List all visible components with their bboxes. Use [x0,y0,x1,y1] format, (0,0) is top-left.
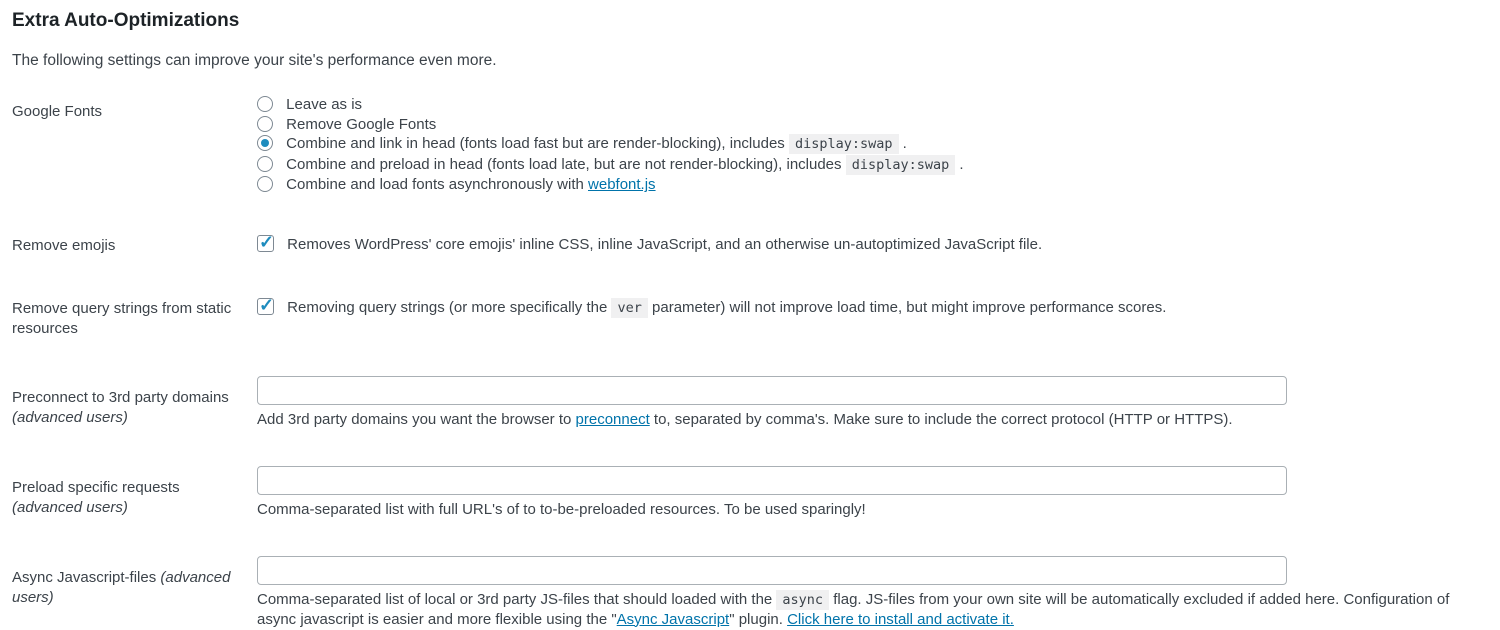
radio-option-label: Combine and link in head (fonts load fast but are render-blocking), includes display:swap . [286,135,907,153]
code-chip: display:swap [846,155,956,175]
settings-table [12,95,1488,630]
preconnect-label: Preconnect to 3rd party domains [12,388,229,406]
radio-option-label: Combine and load fonts asynchronously with webfont.js [286,176,656,194]
code-chip: async [776,590,829,610]
setting-row-remove-emojis [12,235,1488,298]
radio-option-leave-as-is[interactable] [257,95,1488,115]
code-chip: display:swap [789,134,899,154]
setting-row-async-js [12,556,1488,630]
setting-row-preload [12,466,1488,556]
radio-remove-google-fonts[interactable] [257,116,273,132]
radio-option-combine-async-webfont[interactable] [257,175,1488,195]
async-javascript-plugin-link[interactable]: Async Javascript [616,610,730,628]
radio-option-label: Combine and preload in head (fonts load late, but are not render-blocking), includes display:swap . [286,155,964,173]
radio-option-combine-preload-head[interactable] [257,155,1488,176]
radio-option-label: Remove Google Fonts [286,115,437,133]
async-js-label: Async Javascript-files [12,568,157,586]
setting-row-preconnect [12,376,1488,466]
preconnect-label-note: (advanced users) [12,408,128,426]
radio-leave-as-is[interactable] [257,96,273,112]
preload-requests-input[interactable] [257,466,1287,495]
page-title: Extra Auto-Optimizations [12,10,240,31]
preload-label: Preload specific requests [12,478,180,496]
preconnect-domains-input[interactable] [257,376,1287,405]
radio-option-remove-google-fonts[interactable] [257,115,1488,135]
remove-query-strings-checkbox[interactable] [257,298,274,315]
radio-combine-link-head[interactable] [257,135,273,151]
checkbox-option-label: Removing query strings (or more specifically the ver parameter) will not improve load time, but might improve performance scores. [287,299,1167,317]
preload-help-text: Comma-separated list with full URL's of to to-be-preloaded resources. To be used sparingly! [257,500,866,518]
remove-emojis-label: Remove emojis [12,236,116,254]
async-js-files-input[interactable] [257,556,1287,585]
setting-row-remove-query-strings [12,298,1488,376]
async-js-help-text: Comma-separated list of local or 3rd party JS-files that should loaded with the async flag. JS-files from your own site will be automatically excluded if added here. Configuration of async javascript is easier and more flexible using the "Async Javascript" plugin. Click here to install and activate it. [257,590,1450,628]
remove-emojis-option[interactable] [257,235,1488,255]
page-subtitle: The following settings can improve your site's performance even more. [12,51,497,69]
radio-combine-preload-head[interactable] [257,156,273,172]
checkbox-option-label: Removes WordPress' core emojis' inline CSS, inline JavaScript, and an otherwise un-autoptimized JavaScript file. [287,235,1043,253]
preconnect-link[interactable]: preconnect [575,410,650,428]
code-chip: ver [611,298,647,318]
async-js-label-note: (advanced users) [12,568,231,606]
remove-emojis-checkbox[interactable] [257,235,274,252]
setting-row-google-fonts [12,95,1488,235]
radio-option-label: Leave as is [286,95,363,113]
radio-option-combine-link-head[interactable] [257,134,1488,155]
radio-combine-async-webfont[interactable] [257,176,273,192]
remove-query-strings-option[interactable] [257,298,1488,318]
google-fonts-label: Google Fonts [12,102,103,120]
preconnect-help-text: Add 3rd party domains you want the browser to preconnect to, separated by comma's. Make sure to include the correct protocol (HTTP or HTTPS). [257,410,1233,428]
install-activate-link[interactable]: Click here to install and activate it. [787,610,1014,628]
preload-label-note: (advanced users) [12,498,128,516]
webfont-js-link[interactable]: webfont.js [588,176,656,194]
remove-query-strings-label: Remove query strings from static resources [12,300,232,338]
